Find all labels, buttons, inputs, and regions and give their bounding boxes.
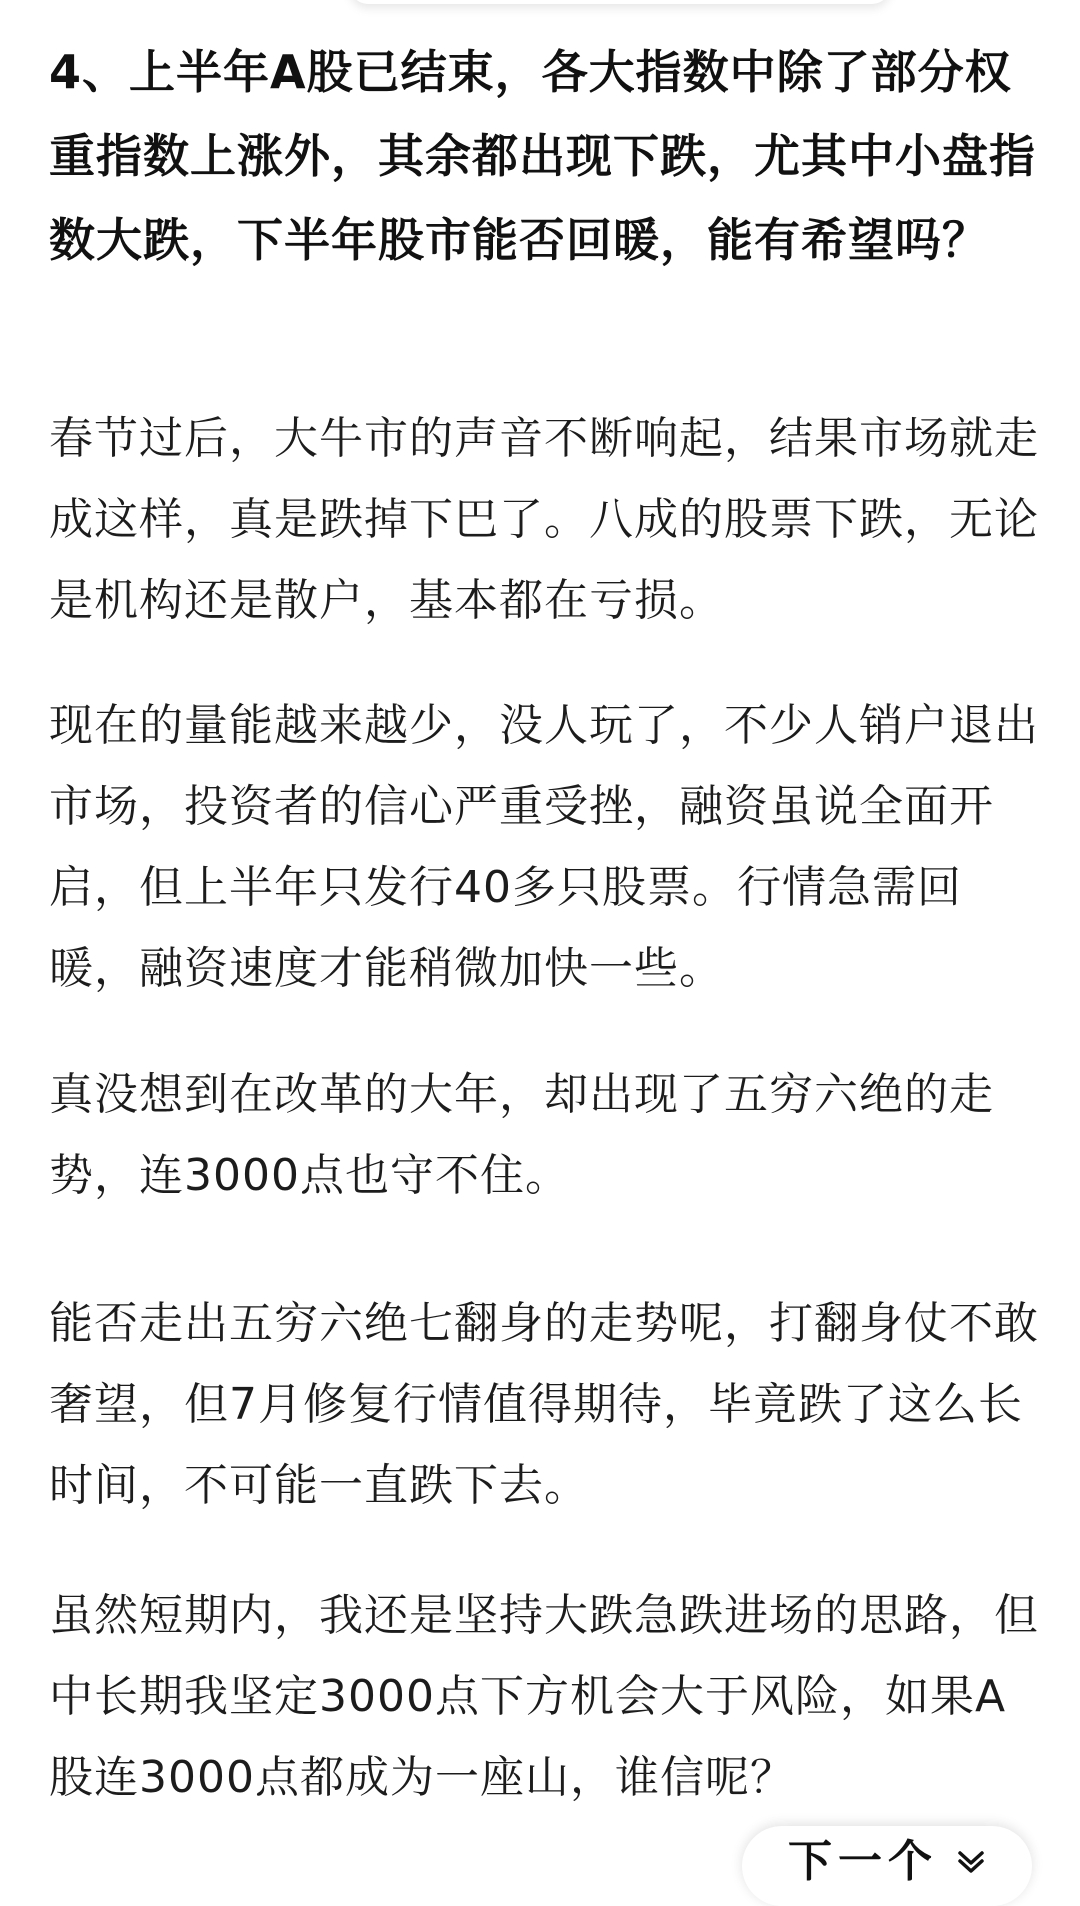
paragraph-4: 能否走出五穷六绝七翻身的走势呢，打翻身仗不敢奢望，但7月修复行情值得期待，毕竟跌了这么长时间，不可能一直跌下去。 xyxy=(49,1298,1039,1511)
chevron-down-icon xyxy=(956,1844,986,1880)
question-heading: 4、上半年A股已结束，各大指数中除了部分权重指数上涨外，其余都出现下跌，尤其中小盘指数大跌，下半年股市能否回暖，能有希望吗？ xyxy=(49,45,1036,267)
paragraph-1: 春节过后，大牛市的声音不断响起，结果市场就走成这样，真是跌掉下巴了。八成的股票下跌，无论是机构还是散户，基本都在亏损。 xyxy=(49,413,1039,626)
next-item-button[interactable] xyxy=(742,1826,1032,1906)
top-card-edge xyxy=(350,0,890,4)
next-item-label: 下一个 xyxy=(788,1836,938,1887)
paragraph-3: 真没想到在改革的大年，却出现了五穷六绝的走势，连3000点也守不住。 xyxy=(49,1069,994,1201)
paragraph-2: 现在的量能越来越少，没人玩了，不少人销户退出市场，投资者的信心严重受挫，融资虽说全面开启，但上半年只发行40多只股票。行情急需回暖，融资速度才能稍微加快一些。 xyxy=(49,700,1039,994)
article-body xyxy=(49,30,1039,1803)
paragraph-5: 虽然短期内，我还是坚持大跌急跌进场的思路，但中长期我坚定3000点下方机会大于风险，如果A股连3000点都成为一座山，谁信呢？ xyxy=(49,1590,1039,1803)
